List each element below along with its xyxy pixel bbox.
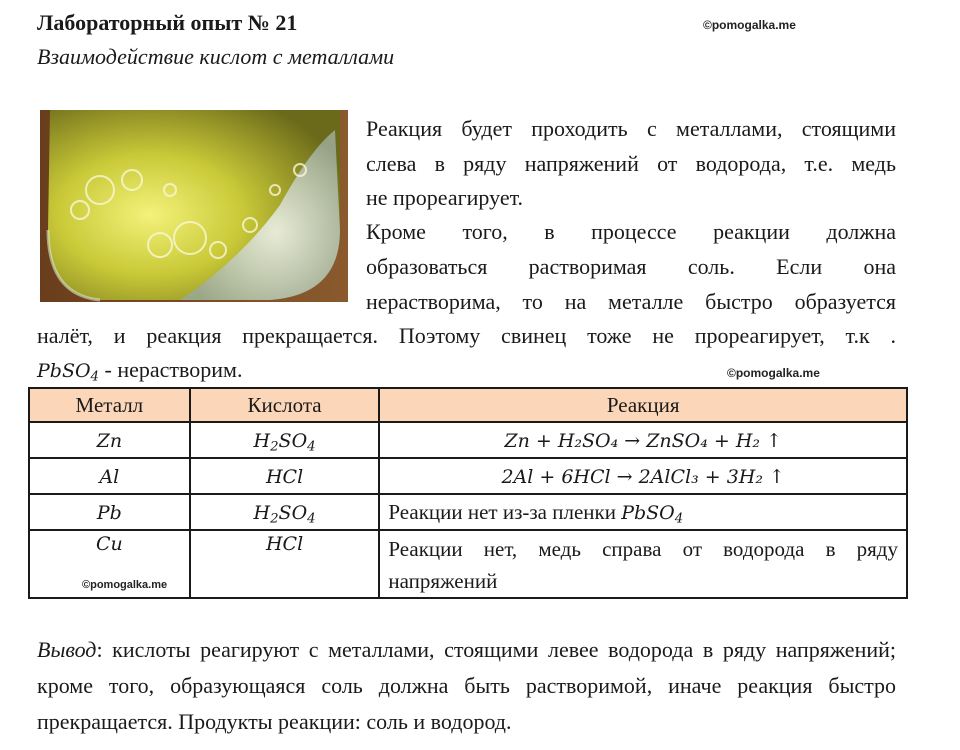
- intro-line-4: Кроме того, в процессе реакции должна: [366, 219, 896, 244]
- header-acid: Кислота: [190, 388, 380, 422]
- table-row: [29, 530, 907, 598]
- cell-metal: Al: [29, 458, 190, 494]
- conclusion-text: : кислоты реагируют с металлами, стоящими левее водорода в ряду напряжений; кроме того, образующаяся соль должна быть растворимой, иначе реакция быстро прекращается. Продукты реакции: соль и водород.: [37, 637, 896, 734]
- watermark-table: ©pomogalka.me: [82, 579, 168, 591]
- intro-line-8: PbSO$_4$ - нерастворим.: [37, 357, 243, 385]
- cell-metal: Cu ©pomogalka.me: [29, 530, 190, 598]
- cell-reaction: 2Al + 6HCl → 2AlCl₃ + 3H₂ ↑: [379, 458, 907, 494]
- page-title: Лабораторный опыт № 21: [37, 10, 298, 35]
- cell-acid: $H_2SO_4$: [190, 422, 380, 458]
- header-metal: Металл: [29, 388, 190, 422]
- table-row: [29, 494, 907, 530]
- intro-line-6: нерастворима, то на металле быстро образуется: [366, 289, 896, 314]
- cell-acid: HCl: [190, 530, 380, 598]
- intro-line-3: не прореагирует.: [366, 185, 524, 210]
- intro-line-5: образоваться растворимая соль. Если она: [366, 254, 896, 279]
- conclusion-label: Вывод: [37, 637, 97, 662]
- cell-acid: $H_2SO_4$: [190, 494, 380, 530]
- formula-pbso4: PbSO$_4$: [37, 360, 100, 385]
- header-reaction: Реакция: [379, 388, 907, 422]
- cell-reaction: Zn + H₂SO₄ → ZnSO₄ + H₂ ↑: [379, 422, 907, 458]
- table-row: [29, 458, 907, 494]
- cell-acid: HCl: [190, 458, 380, 494]
- table-row: [29, 422, 907, 458]
- reactions-table: [28, 387, 908, 599]
- intro-line-2: слева в ряду напряжений от водорода, т.е. медь: [366, 151, 896, 176]
- watermark-top: ©pomogalka.me: [703, 18, 796, 32]
- cell-reaction: Реакции нет, медь справа от водорода в ряду напряжений: [379, 530, 907, 598]
- conclusion: [37, 632, 896, 740]
- cell-metal: Pb: [29, 494, 190, 530]
- intro-line-7: налёт, и реакция прекращается. Поэтому свинец тоже не прореагирует, т.к .: [37, 323, 896, 348]
- cell-reaction: Реакции нет из-за пленки PbSO$_4$: [379, 494, 907, 530]
- table-header-row: [29, 388, 907, 422]
- intro-line-1: Реакция будет проходить с металлами, стоящими: [366, 116, 896, 141]
- watermark-middle: ©pomogalka.me: [727, 366, 820, 380]
- page-subtitle: Взаимодействие кислот с металлами: [37, 44, 395, 69]
- cell-metal: Zn: [29, 422, 190, 458]
- reaction-photo: [40, 110, 348, 302]
